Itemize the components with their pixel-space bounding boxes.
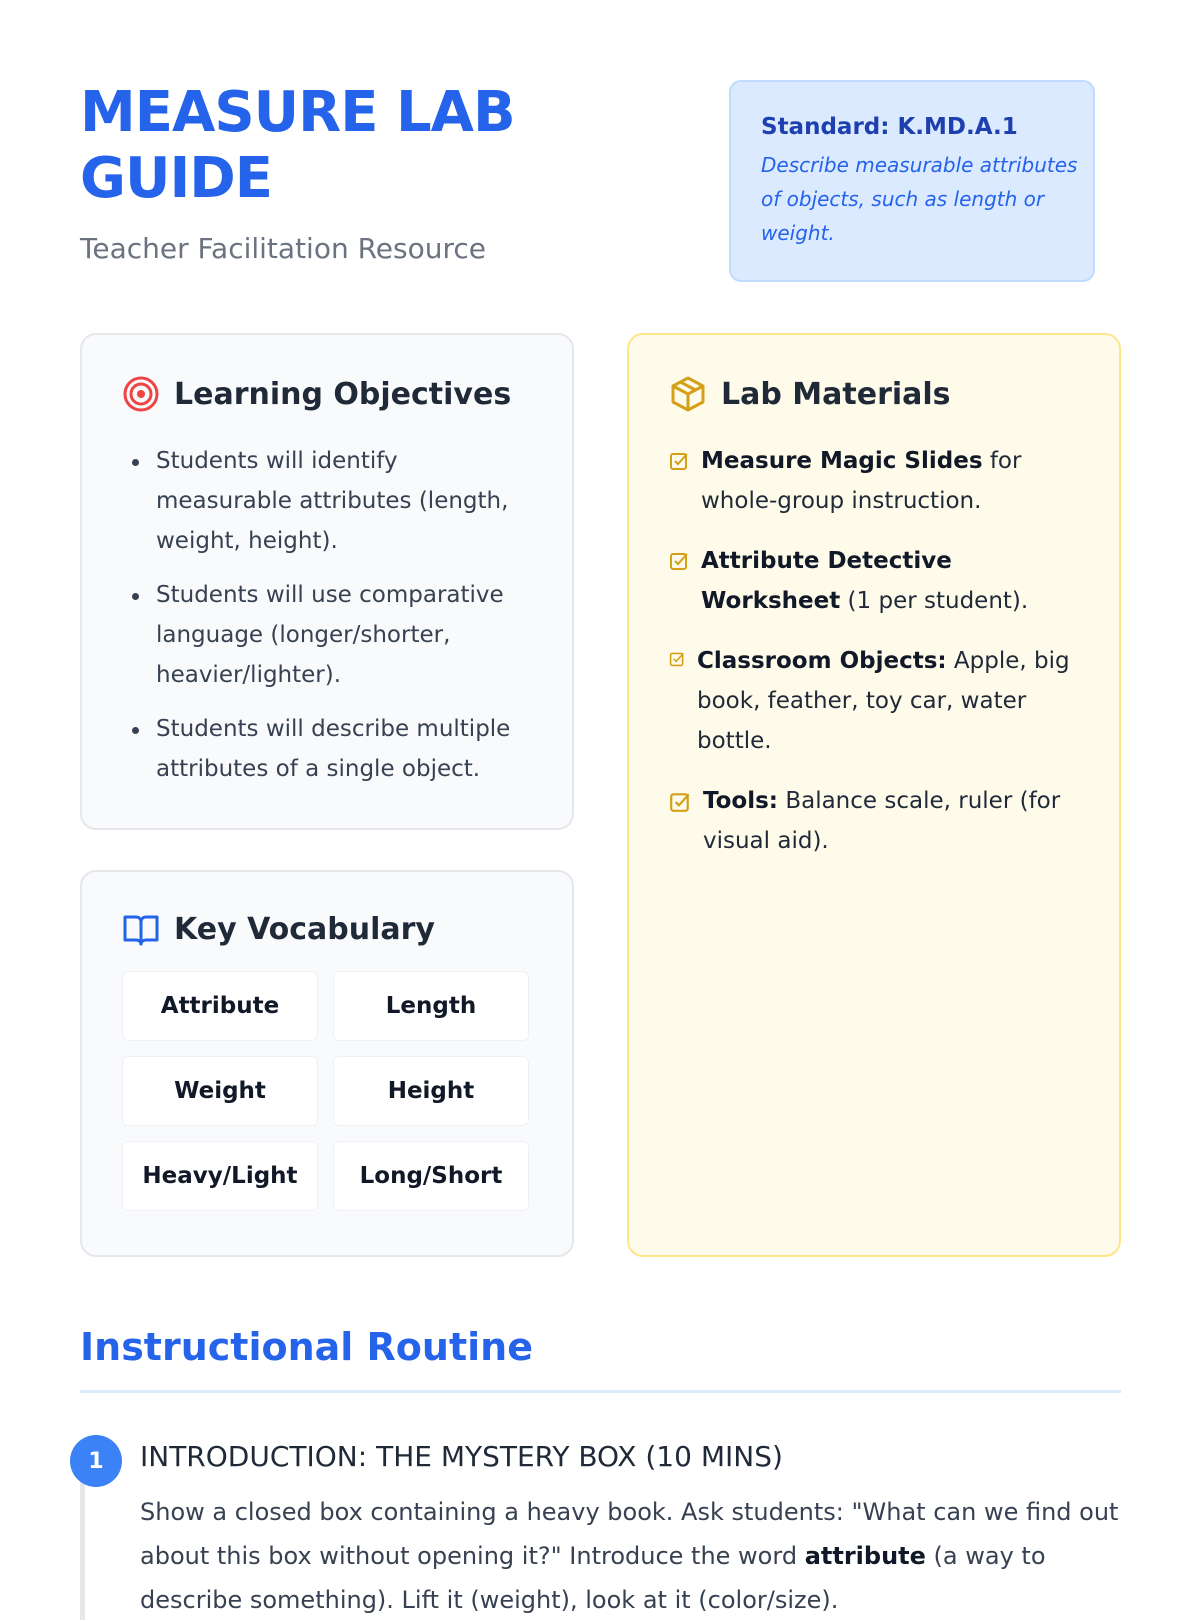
- material-detail: Apple, big book, feather, toy car, water bottle.: [697, 648, 1070, 754]
- standard-label: Standard: K.MD.A.1: [761, 114, 1018, 140]
- material-detail: (1 per student).: [840, 588, 1029, 614]
- list-item: [669, 541, 1079, 621]
- book-icon: [122, 913, 160, 947]
- step-text: Show a closed box containing a heavy book. Ask students: "What can we find out about this box without opening it?" Introduce the word: [140, 1498, 1119, 1570]
- page-header: [80, 80, 640, 265]
- checkbox-icon: [669, 551, 689, 571]
- list-item: Students will identify measurable attributes (length, weight, height).: [156, 441, 532, 561]
- page-title: MEASURE LAB GUIDE: [80, 80, 515, 211]
- step-keyword: attribute: [804, 1542, 926, 1570]
- routine-heading: Instructional Routine: [80, 1325, 533, 1369]
- routine-divider: [80, 1390, 1121, 1393]
- material-detail: for whole-group instruction.: [701, 448, 1022, 514]
- material-name: Tools:: [703, 788, 779, 814]
- page-subtitle: Teacher Facilitation Resource: [80, 232, 487, 265]
- standard-box: [729, 80, 1095, 282]
- lab-materials-card: [627, 333, 1121, 1257]
- material-name: Attribute Detective Worksheet: [701, 548, 952, 614]
- list-item: Students will describe multiple attributes of a single object.: [156, 709, 532, 789]
- step-title: INTRODUCTION: THE MYSTERY BOX (10 MINS): [140, 1440, 783, 1473]
- objectives-list: [122, 441, 532, 789]
- vocab-term: Height: [333, 1056, 529, 1126]
- material-detail: Balance scale, ruler (for visual aid).: [703, 788, 1061, 854]
- learning-objectives-card: [80, 333, 574, 830]
- material-name: Classroom Objects:: [697, 648, 947, 674]
- checkbox-icon: [669, 791, 691, 813]
- checkbox-icon: [669, 451, 689, 471]
- list-item: [669, 641, 1079, 761]
- materials-heading: [669, 375, 1079, 413]
- materials-heading-text: Lab Materials: [721, 376, 951, 412]
- vocabulary-grid: [122, 971, 532, 1211]
- vocabulary-heading-text: Key Vocabulary: [174, 912, 435, 947]
- materials-list: [669, 441, 1079, 861]
- vocab-term: Heavy/Light: [122, 1141, 318, 1211]
- list-item: Students will use comparative language (longer/shorter, heavier/lighter).: [156, 575, 532, 695]
- checkbox-icon: [669, 651, 685, 667]
- vocab-term: Attribute: [122, 971, 318, 1041]
- material-name: Measure Magic Slides: [701, 448, 983, 474]
- step-number-badge: 1: [70, 1435, 122, 1487]
- step-description: [140, 1490, 1130, 1622]
- vocab-term: Long/Short: [333, 1141, 529, 1211]
- list-item: [669, 781, 1079, 861]
- standard-description: Describe measurable attributes of objects, such as length or weight.: [761, 153, 1078, 245]
- package-icon: [669, 375, 707, 413]
- objectives-heading: [122, 375, 532, 413]
- vocabulary-heading: [122, 912, 532, 947]
- target-icon: [122, 375, 160, 413]
- list-item: [669, 441, 1079, 521]
- step-text: (a way to describe something). Lift it (weight), look at it (color/size).: [140, 1542, 1046, 1614]
- vocab-term: Weight: [122, 1056, 318, 1126]
- vocab-term: Length: [333, 971, 529, 1041]
- key-vocabulary-card: [80, 870, 574, 1257]
- objectives-heading-text: Learning Objectives: [174, 376, 512, 412]
